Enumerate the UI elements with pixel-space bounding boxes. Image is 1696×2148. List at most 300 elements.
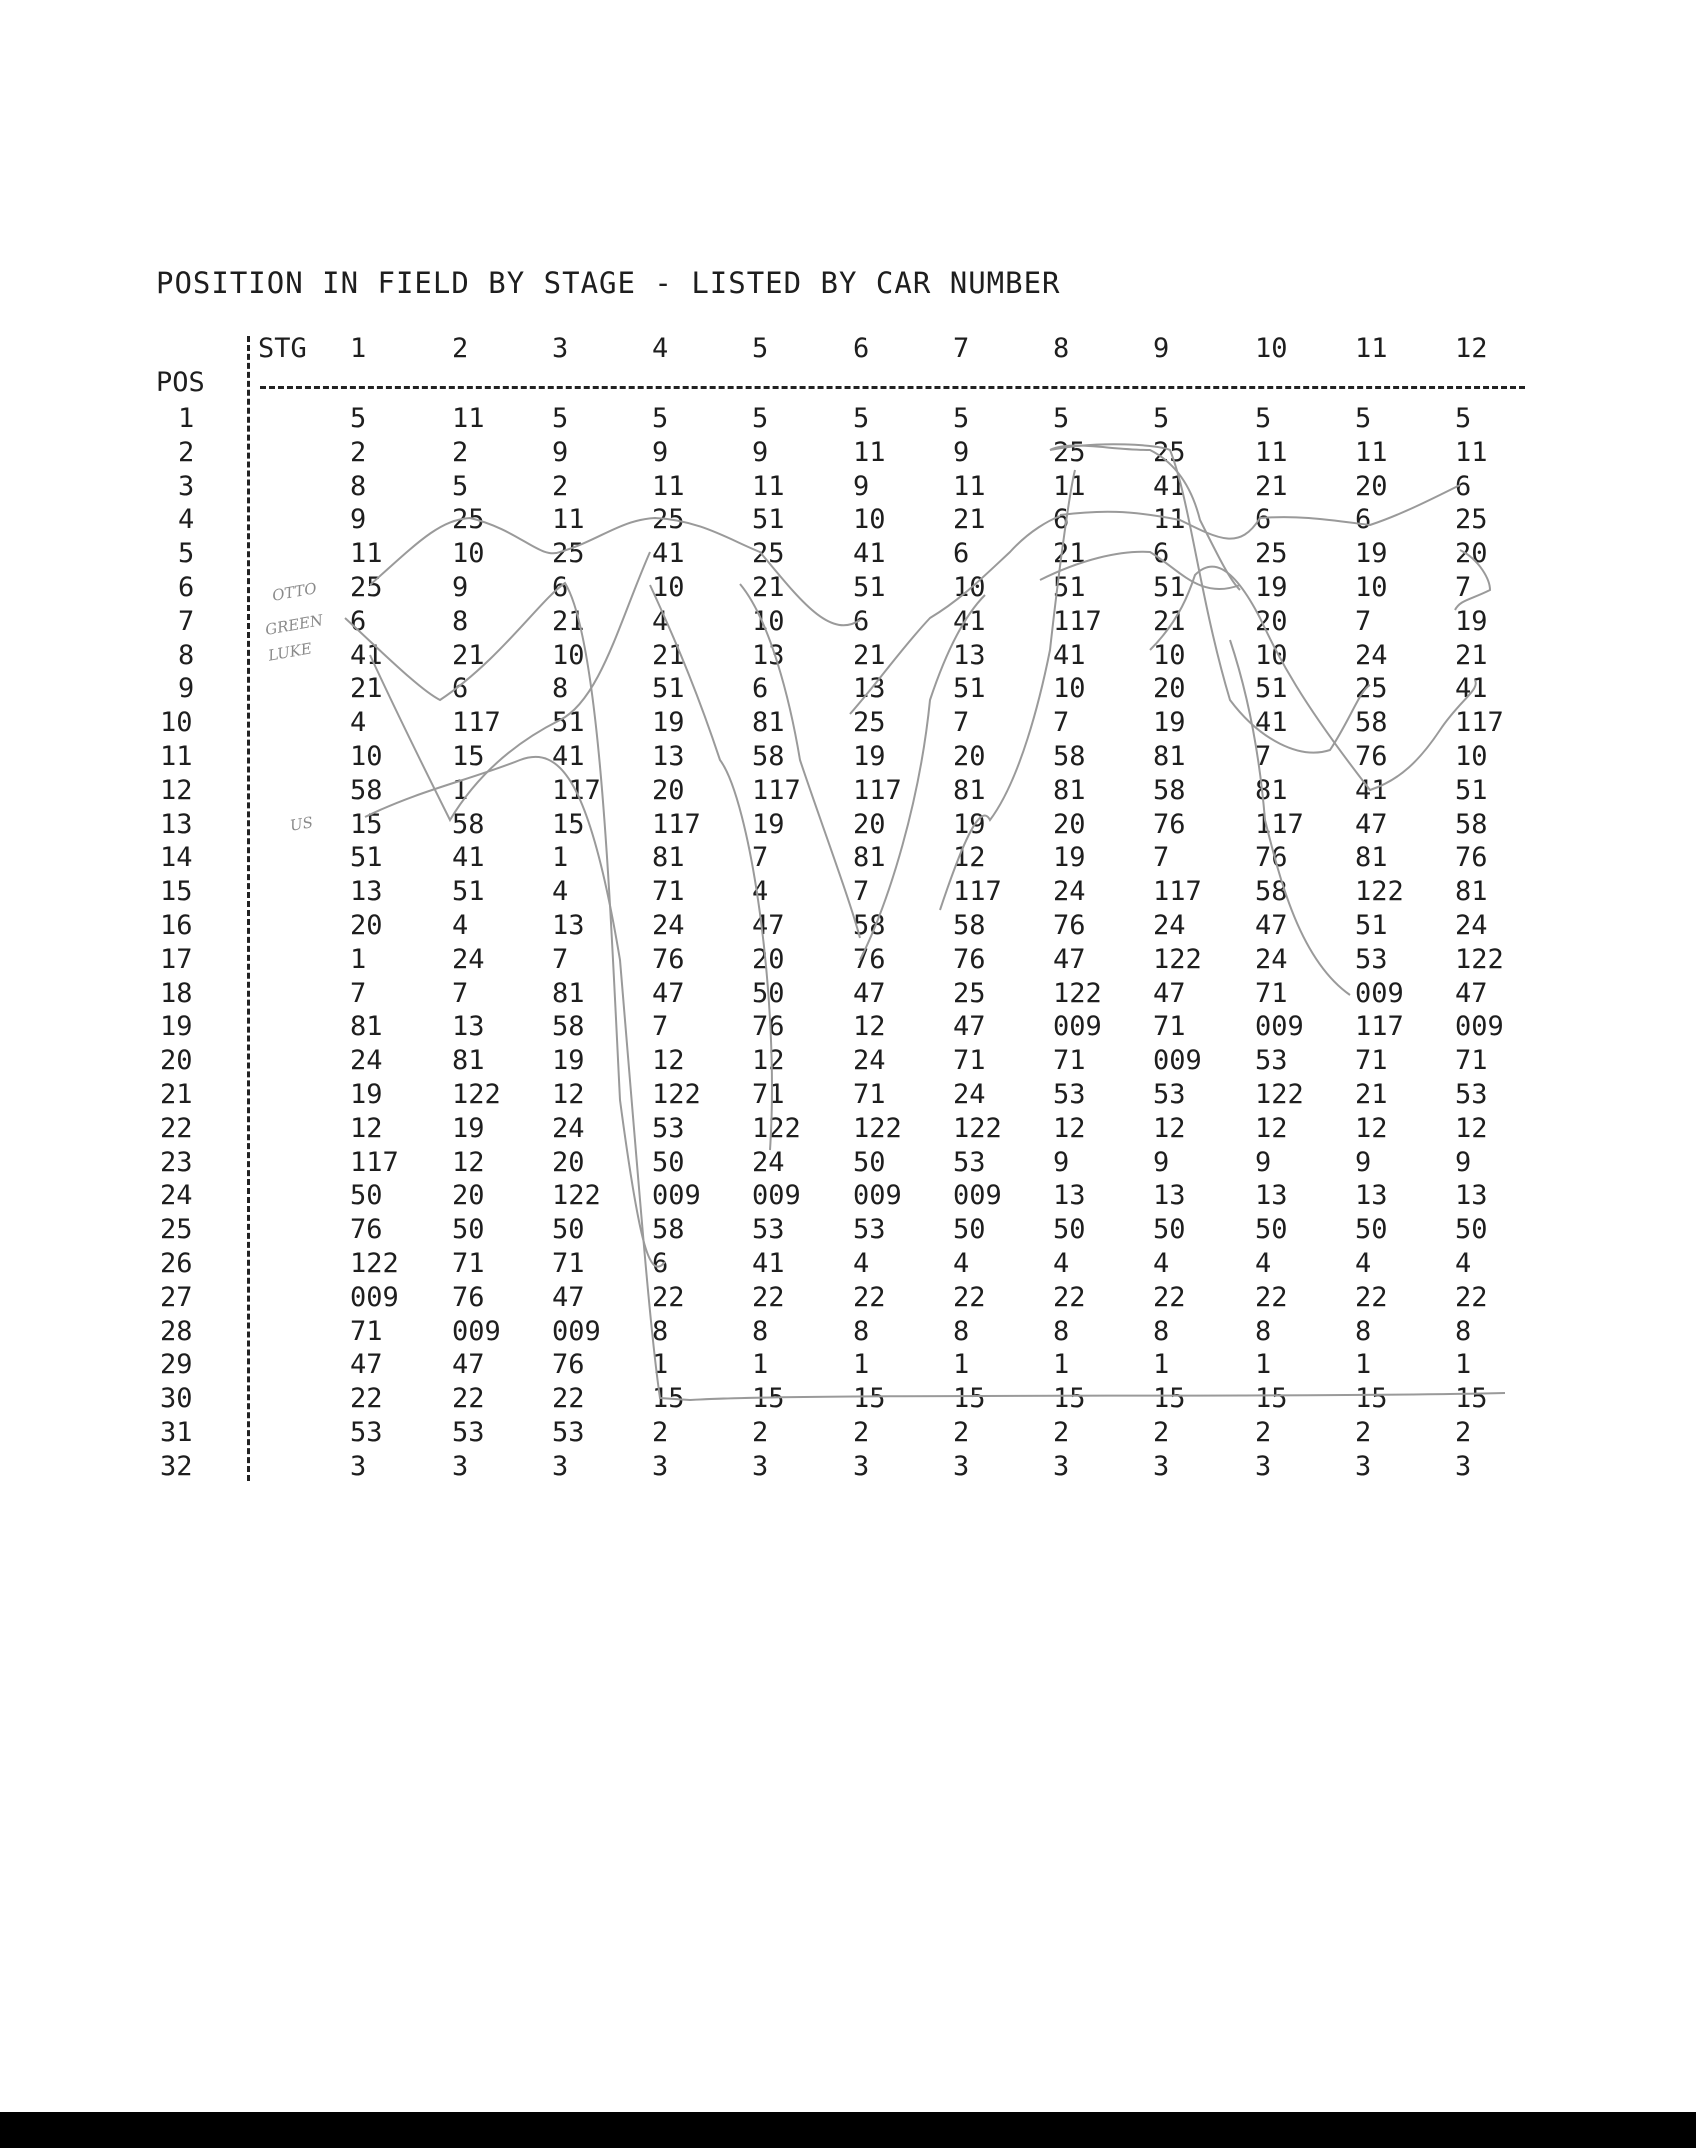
car-number-cell: 9 bbox=[652, 436, 669, 468]
car-number-cell: 15 bbox=[853, 1383, 886, 1415]
car-number-cell: 22 bbox=[1355, 1281, 1388, 1313]
car-number-cell: 4 bbox=[350, 707, 367, 739]
car-number-cell: 2 bbox=[652, 1417, 669, 1448]
car-number-cell: 11 bbox=[552, 504, 585, 536]
car-number-cell: 009 bbox=[452, 1315, 501, 1347]
car-number-cell: 41 bbox=[1053, 639, 1086, 671]
car-number-cell: 50 bbox=[350, 1180, 383, 1212]
handwritten-note-green: GREEN bbox=[263, 611, 325, 639]
car-number-cell: 13 bbox=[853, 673, 886, 705]
car-number-cell: 81 bbox=[752, 707, 785, 739]
car-number-cell: 7 bbox=[552, 943, 569, 975]
car-number-cell: 12 bbox=[853, 1011, 886, 1043]
handwritten-note-otto: OTTO bbox=[270, 579, 319, 605]
car-number-cell: 76 bbox=[1153, 808, 1186, 840]
position-number: 31 bbox=[160, 1417, 193, 1448]
position-number: 16 bbox=[160, 910, 193, 941]
stage-header: 6 bbox=[853, 333, 870, 364]
car-number-cell: 8 bbox=[1053, 1315, 1070, 1347]
car-number-cell: 2 bbox=[1455, 1417, 1472, 1448]
car-number-cell: 122 bbox=[1455, 943, 1504, 975]
car-number-cell: 5 bbox=[752, 403, 769, 434]
car-number-cell: 9 bbox=[350, 504, 367, 536]
pencil-line-41-late bbox=[1150, 567, 1476, 790]
car-number-cell: 25 bbox=[1255, 538, 1288, 570]
car-number-cell: 13 bbox=[350, 876, 383, 908]
car-number-cell: 117 bbox=[853, 774, 902, 806]
stage-header: 3 bbox=[552, 333, 569, 364]
car-number-cell: 2 bbox=[752, 1417, 769, 1448]
car-number-cell: 21 bbox=[953, 504, 986, 536]
car-number-cell: 22 bbox=[853, 1281, 886, 1313]
car-number-cell: 5 bbox=[1153, 403, 1170, 434]
car-number-cell: 9 bbox=[552, 436, 569, 468]
car-number-cell: 53 bbox=[1255, 1045, 1288, 1077]
car-number-cell: 9 bbox=[853, 470, 870, 502]
car-number-cell: 11 bbox=[350, 538, 383, 570]
car-number-cell: 21 bbox=[1455, 639, 1488, 671]
car-number-cell: 122 bbox=[350, 1248, 399, 1279]
car-number-cell: 6 bbox=[652, 1248, 669, 1279]
position-number: 26 bbox=[160, 1248, 193, 1279]
car-number-cell: 53 bbox=[1153, 1079, 1186, 1110]
position-number: 12 bbox=[160, 774, 193, 806]
car-number-cell: 47 bbox=[953, 1011, 986, 1043]
car-number-cell: 4 bbox=[652, 605, 669, 637]
car-number-cell: 41 bbox=[652, 538, 685, 570]
position-number: 17 bbox=[160, 943, 193, 975]
car-number-cell: 50 bbox=[652, 1146, 685, 1178]
car-number-cell: 2 bbox=[452, 436, 469, 468]
car-number-cell: 7 bbox=[452, 977, 469, 1009]
car-number-cell: 20 bbox=[1053, 808, 1086, 840]
car-number-cell: 8 bbox=[350, 470, 367, 502]
car-number-cell: 3 bbox=[752, 1450, 769, 1482]
car-number-cell: 21 bbox=[1053, 538, 1086, 570]
car-number-cell: 6 bbox=[1355, 504, 1372, 536]
car-number-cell: 9 bbox=[1053, 1146, 1070, 1178]
car-number-cell: 47 bbox=[853, 977, 886, 1009]
car-number-cell: 50 bbox=[1255, 1214, 1288, 1246]
car-number-cell: 58 bbox=[953, 910, 986, 941]
position-number: 18 bbox=[160, 977, 193, 1009]
car-number-cell: 81 bbox=[452, 1045, 485, 1077]
car-number-cell: 1 bbox=[853, 1349, 870, 1381]
car-number-cell: 71 bbox=[552, 1248, 585, 1279]
position-number: 25 bbox=[160, 1214, 193, 1246]
car-number-cell: 13 bbox=[452, 1011, 485, 1043]
car-number-cell: 11 bbox=[853, 436, 886, 468]
car-number-cell: 11 bbox=[652, 470, 685, 502]
car-number-cell: 7 bbox=[1255, 741, 1272, 772]
car-number-cell: 117 bbox=[1053, 605, 1102, 637]
car-number-cell: 10 bbox=[1053, 673, 1086, 705]
car-number-cell: 53 bbox=[1355, 943, 1388, 975]
car-number-cell: 21 bbox=[552, 605, 585, 637]
position-number: 15 bbox=[160, 876, 193, 908]
car-number-cell: 24 bbox=[953, 1079, 986, 1110]
car-number-cell: 12 bbox=[752, 1045, 785, 1077]
car-number-cell: 3 bbox=[853, 1450, 870, 1482]
position-number: 3 bbox=[178, 470, 195, 502]
car-number-cell: 50 bbox=[452, 1214, 485, 1246]
car-number-cell: 7 bbox=[752, 842, 769, 874]
car-number-cell: 19 bbox=[1153, 707, 1186, 739]
car-number-cell: 122 bbox=[1053, 977, 1102, 1009]
car-number-cell: 22 bbox=[1153, 1281, 1186, 1313]
car-number-cell: 6 bbox=[953, 538, 970, 570]
car-number-cell: 19 bbox=[1355, 538, 1388, 570]
car-number-cell: 47 bbox=[1255, 910, 1288, 941]
car-number-cell: 22 bbox=[1053, 1281, 1086, 1313]
car-number-cell: 9 bbox=[1255, 1146, 1272, 1178]
car-number-cell: 20 bbox=[1455, 538, 1488, 570]
car-number-cell: 58 bbox=[1355, 707, 1388, 739]
car-number-cell: 9 bbox=[953, 436, 970, 468]
car-number-cell: 3 bbox=[1455, 1450, 1472, 1482]
car-number-cell: 11 bbox=[1053, 470, 1086, 502]
car-number-cell: 21 bbox=[452, 639, 485, 671]
car-number-cell: 15 bbox=[953, 1383, 986, 1415]
car-number-cell: 5 bbox=[452, 470, 469, 502]
pencil-line-6-late bbox=[1060, 485, 1460, 539]
car-number-cell: 13 bbox=[1153, 1180, 1186, 1212]
car-number-cell: 7 bbox=[953, 707, 970, 739]
car-number-cell: 13 bbox=[552, 910, 585, 941]
car-number-cell: 2 bbox=[1355, 1417, 1372, 1448]
car-number-cell: 6 bbox=[1153, 538, 1170, 570]
car-number-cell: 8 bbox=[953, 1315, 970, 1347]
car-number-cell: 13 bbox=[752, 639, 785, 671]
position-header-label: POS bbox=[156, 367, 205, 398]
car-number-cell: 15 bbox=[1255, 1383, 1288, 1415]
pencil-line-11 bbox=[1050, 446, 1240, 590]
position-number: 29 bbox=[160, 1349, 193, 1381]
position-number: 23 bbox=[160, 1146, 193, 1178]
car-number-cell: 10 bbox=[1153, 639, 1186, 671]
car-number-cell: 2 bbox=[552, 470, 569, 502]
car-number-cell: 117 bbox=[1355, 1011, 1404, 1043]
car-number-cell: 15 bbox=[652, 1383, 685, 1415]
car-number-cell: 21 bbox=[1355, 1079, 1388, 1110]
position-number: 1 bbox=[178, 403, 195, 434]
car-number-cell: 6 bbox=[350, 605, 367, 637]
car-number-cell: 81 bbox=[652, 842, 685, 874]
car-number-cell: 122 bbox=[953, 1112, 1002, 1144]
car-number-cell: 9 bbox=[1355, 1146, 1372, 1178]
car-number-cell: 3 bbox=[452, 1450, 469, 1482]
car-number-cell: 7 bbox=[853, 876, 870, 908]
car-number-cell: 13 bbox=[1255, 1180, 1288, 1212]
car-number-cell: 51 bbox=[350, 842, 383, 874]
car-number-cell: 10 bbox=[552, 639, 585, 671]
car-number-cell: 21 bbox=[652, 639, 685, 671]
car-number-cell: 81 bbox=[350, 1011, 383, 1043]
car-number-cell: 2 bbox=[853, 1417, 870, 1448]
pencil-line-15 bbox=[365, 757, 1505, 1400]
car-number-cell: 76 bbox=[1255, 842, 1288, 874]
car-number-cell: 24 bbox=[652, 910, 685, 941]
car-number-cell: 20 bbox=[452, 1180, 485, 1212]
car-number-cell: 71 bbox=[752, 1079, 785, 1110]
car-number-cell: 21 bbox=[1153, 605, 1186, 637]
car-number-cell: 81 bbox=[1053, 774, 1086, 806]
car-number-cell: 8 bbox=[752, 1315, 769, 1347]
car-number-cell: 6 bbox=[452, 673, 469, 705]
car-number-cell: 009 bbox=[1355, 977, 1404, 1009]
car-number-cell: 10 bbox=[1355, 572, 1388, 603]
car-number-cell: 58 bbox=[452, 808, 485, 840]
car-number-cell: 8 bbox=[552, 673, 569, 705]
car-number-cell: 47 bbox=[1153, 977, 1186, 1009]
position-number: 24 bbox=[160, 1180, 193, 1212]
car-number-cell: 009 bbox=[1255, 1011, 1304, 1043]
car-number-cell: 24 bbox=[853, 1045, 886, 1077]
pencil-line-76 bbox=[860, 595, 985, 960]
car-number-cell: 10 bbox=[853, 504, 886, 536]
car-number-cell: 24 bbox=[1255, 943, 1288, 975]
car-number-cell: 8 bbox=[452, 605, 469, 637]
car-number-cell: 20 bbox=[350, 910, 383, 941]
position-number: 30 bbox=[160, 1383, 193, 1415]
pencil-line-81-late bbox=[1230, 640, 1350, 995]
car-number-cell: 71 bbox=[1355, 1045, 1388, 1077]
car-number-cell: 21 bbox=[1255, 470, 1288, 502]
car-number-cell: 009 bbox=[552, 1315, 601, 1347]
car-number-cell: 58 bbox=[350, 774, 383, 806]
car-number-cell: 3 bbox=[552, 1450, 569, 1482]
car-number-cell: 41 bbox=[953, 605, 986, 637]
car-number-cell: 15 bbox=[1355, 1383, 1388, 1415]
car-number-cell: 81 bbox=[1255, 774, 1288, 806]
car-number-cell: 22 bbox=[652, 1281, 685, 1313]
car-number-cell: 25 bbox=[953, 977, 986, 1009]
scanner-edge-bar bbox=[0, 2112, 1696, 2148]
car-number-cell: 47 bbox=[752, 910, 785, 941]
car-number-cell: 53 bbox=[452, 1417, 485, 1448]
car-number-cell: 9 bbox=[752, 436, 769, 468]
car-number-cell: 25 bbox=[552, 538, 585, 570]
car-number-cell: 51 bbox=[452, 876, 485, 908]
car-number-cell: 50 bbox=[1153, 1214, 1186, 1246]
car-number-cell: 2 bbox=[1153, 1417, 1170, 1448]
position-number: 32 bbox=[160, 1450, 193, 1482]
stage-header: 5 bbox=[752, 333, 769, 364]
car-number-cell: 10 bbox=[1455, 741, 1488, 772]
pencil-line-6 bbox=[345, 583, 665, 1267]
car-number-cell: 7 bbox=[350, 977, 367, 1009]
position-number: 21 bbox=[160, 1079, 193, 1110]
car-number-cell: 58 bbox=[853, 910, 886, 941]
car-number-cell: 122 bbox=[752, 1112, 801, 1144]
car-number-cell: 15 bbox=[1053, 1383, 1086, 1415]
position-number: 10 bbox=[160, 707, 193, 739]
car-number-cell: 3 bbox=[1355, 1450, 1372, 1482]
car-number-cell: 71 bbox=[1455, 1045, 1488, 1077]
car-number-cell: 19 bbox=[452, 1112, 485, 1144]
car-number-cell: 21 bbox=[752, 572, 785, 603]
car-number-cell: 009 bbox=[1153, 1045, 1202, 1077]
car-number-cell: 5 bbox=[1053, 403, 1070, 434]
car-number-cell: 117 bbox=[1455, 707, 1504, 739]
car-number-cell: 4 bbox=[1355, 1248, 1372, 1279]
car-number-cell: 117 bbox=[953, 876, 1002, 908]
car-number-cell: 25 bbox=[1355, 673, 1388, 705]
car-number-cell: 25 bbox=[452, 504, 485, 536]
car-number-cell: 41 bbox=[752, 1248, 785, 1279]
car-number-cell: 41 bbox=[1355, 774, 1388, 806]
car-number-cell: 76 bbox=[853, 943, 886, 975]
car-number-cell: 24 bbox=[1153, 910, 1186, 941]
car-number-cell: 71 bbox=[1053, 1045, 1086, 1077]
stage-header: 4 bbox=[652, 333, 669, 364]
car-number-cell: 4 bbox=[452, 910, 469, 941]
position-number: 5 bbox=[178, 538, 195, 570]
car-number-cell: 11 bbox=[1455, 436, 1488, 468]
car-number-cell: 2 bbox=[350, 436, 367, 468]
car-number-cell: 76 bbox=[752, 1011, 785, 1043]
car-number-cell: 122 bbox=[1355, 876, 1404, 908]
car-number-cell: 12 bbox=[1455, 1112, 1488, 1144]
car-number-cell: 41 bbox=[1255, 707, 1288, 739]
car-number-cell: 19 bbox=[1053, 842, 1086, 874]
car-number-cell: 76 bbox=[1455, 842, 1488, 874]
car-number-cell: 8 bbox=[1455, 1315, 1472, 1347]
car-number-cell: 1 bbox=[552, 842, 569, 874]
car-number-cell: 41 bbox=[350, 639, 383, 671]
position-number: 19 bbox=[160, 1011, 193, 1043]
car-number-cell: 81 bbox=[853, 842, 886, 874]
car-number-cell: 71 bbox=[350, 1315, 383, 1347]
car-number-cell: 51 bbox=[1255, 673, 1288, 705]
car-number-cell: 10 bbox=[452, 538, 485, 570]
car-number-cell: 009 bbox=[1455, 1011, 1504, 1043]
car-number-cell: 117 bbox=[652, 808, 701, 840]
car-number-cell: 10 bbox=[350, 741, 383, 772]
car-number-cell: 71 bbox=[652, 876, 685, 908]
car-number-cell: 5 bbox=[1355, 403, 1372, 434]
car-number-cell: 22 bbox=[452, 1383, 485, 1415]
car-number-cell: 12 bbox=[1153, 1112, 1186, 1144]
car-number-cell: 51 bbox=[1455, 774, 1488, 806]
car-number-cell: 117 bbox=[552, 774, 601, 806]
car-number-cell: 51 bbox=[953, 673, 986, 705]
car-number-cell: 71 bbox=[1153, 1011, 1186, 1043]
car-number-cell: 12 bbox=[452, 1146, 485, 1178]
car-number-cell: 1 bbox=[1153, 1349, 1170, 1381]
car-number-cell: 1 bbox=[1053, 1349, 1070, 1381]
car-number-cell: 3 bbox=[350, 1450, 367, 1482]
car-number-cell: 19 bbox=[752, 808, 785, 840]
stage-header: 10 bbox=[1255, 333, 1288, 364]
car-number-cell: 22 bbox=[752, 1281, 785, 1313]
car-number-cell: 6 bbox=[1255, 504, 1272, 536]
car-number-cell: 53 bbox=[350, 1417, 383, 1448]
car-number-cell: 25 bbox=[752, 538, 785, 570]
car-number-cell: 22 bbox=[1455, 1281, 1488, 1313]
car-number-cell: 11 bbox=[1255, 436, 1288, 468]
car-number-cell: 8 bbox=[652, 1315, 669, 1347]
car-number-cell: 009 bbox=[1053, 1011, 1102, 1043]
car-number-cell: 8 bbox=[1255, 1315, 1272, 1347]
car-number-cell: 122 bbox=[1153, 943, 1202, 975]
car-number-cell: 122 bbox=[652, 1079, 701, 1110]
car-number-cell: 3 bbox=[652, 1450, 669, 1482]
car-number-cell: 50 bbox=[1455, 1214, 1488, 1246]
car-number-cell: 122 bbox=[1255, 1079, 1304, 1110]
car-number-cell: 5 bbox=[552, 403, 569, 434]
position-number: 27 bbox=[160, 1281, 193, 1313]
car-number-cell: 47 bbox=[1355, 808, 1388, 840]
car-number-cell: 4 bbox=[552, 876, 569, 908]
car-number-cell: 81 bbox=[1153, 741, 1186, 772]
car-number-cell: 5 bbox=[953, 403, 970, 434]
car-number-cell: 13 bbox=[953, 639, 986, 671]
pencil-line-20-late bbox=[1455, 550, 1490, 610]
car-number-cell: 11 bbox=[953, 470, 986, 502]
car-number-cell: 24 bbox=[552, 1112, 585, 1144]
car-number-cell: 19 bbox=[552, 1045, 585, 1077]
position-number: 2 bbox=[178, 436, 195, 468]
car-number-cell: 1 bbox=[652, 1349, 669, 1381]
car-number-cell: 8 bbox=[1153, 1315, 1170, 1347]
car-number-cell: 13 bbox=[1455, 1180, 1488, 1212]
car-number-cell: 1 bbox=[752, 1349, 769, 1381]
car-number-cell: 11 bbox=[1355, 436, 1388, 468]
car-number-cell: 47 bbox=[1455, 977, 1488, 1009]
car-number-cell: 20 bbox=[1255, 605, 1288, 637]
car-number-cell: 25 bbox=[652, 504, 685, 536]
position-number: 28 bbox=[160, 1315, 193, 1347]
car-number-cell: 51 bbox=[1355, 910, 1388, 941]
car-number-cell: 2 bbox=[953, 1417, 970, 1448]
car-number-cell: 76 bbox=[953, 943, 986, 975]
car-number-cell: 71 bbox=[853, 1079, 886, 1110]
position-number: 13 bbox=[160, 808, 193, 840]
car-number-cell: 20 bbox=[1355, 470, 1388, 502]
car-number-cell: 53 bbox=[752, 1214, 785, 1246]
car-number-cell: 76 bbox=[350, 1214, 383, 1246]
car-number-cell: 2 bbox=[1053, 1417, 1070, 1448]
stage-header: 8 bbox=[1053, 333, 1070, 364]
position-number: 9 bbox=[178, 673, 195, 705]
car-number-cell: 10 bbox=[652, 572, 685, 603]
car-number-cell: 1 bbox=[953, 1349, 970, 1381]
pencil-line-21 bbox=[740, 584, 860, 938]
car-number-cell: 22 bbox=[953, 1281, 986, 1313]
position-number: 11 bbox=[160, 741, 193, 772]
car-number-cell: 53 bbox=[552, 1417, 585, 1448]
car-number-cell: 47 bbox=[1053, 943, 1086, 975]
car-number-cell: 12 bbox=[552, 1079, 585, 1110]
car-number-cell: 6 bbox=[752, 673, 769, 705]
car-number-cell: 19 bbox=[350, 1079, 383, 1110]
position-number: 8 bbox=[178, 639, 195, 671]
car-number-cell: 8 bbox=[853, 1315, 870, 1347]
car-number-cell: 20 bbox=[652, 774, 685, 806]
car-number-cell: 11 bbox=[452, 403, 485, 434]
car-number-cell: 81 bbox=[953, 774, 986, 806]
car-number-cell: 15 bbox=[350, 808, 383, 840]
car-number-cell: 7 bbox=[1355, 605, 1372, 637]
car-number-cell: 51 bbox=[853, 572, 886, 603]
car-number-cell: 24 bbox=[752, 1146, 785, 1178]
car-number-cell: 12 bbox=[652, 1045, 685, 1077]
car-number-cell: 7 bbox=[652, 1011, 669, 1043]
car-number-cell: 22 bbox=[1255, 1281, 1288, 1313]
pencil-line-13 bbox=[850, 516, 1060, 714]
car-number-cell: 6 bbox=[552, 572, 569, 603]
